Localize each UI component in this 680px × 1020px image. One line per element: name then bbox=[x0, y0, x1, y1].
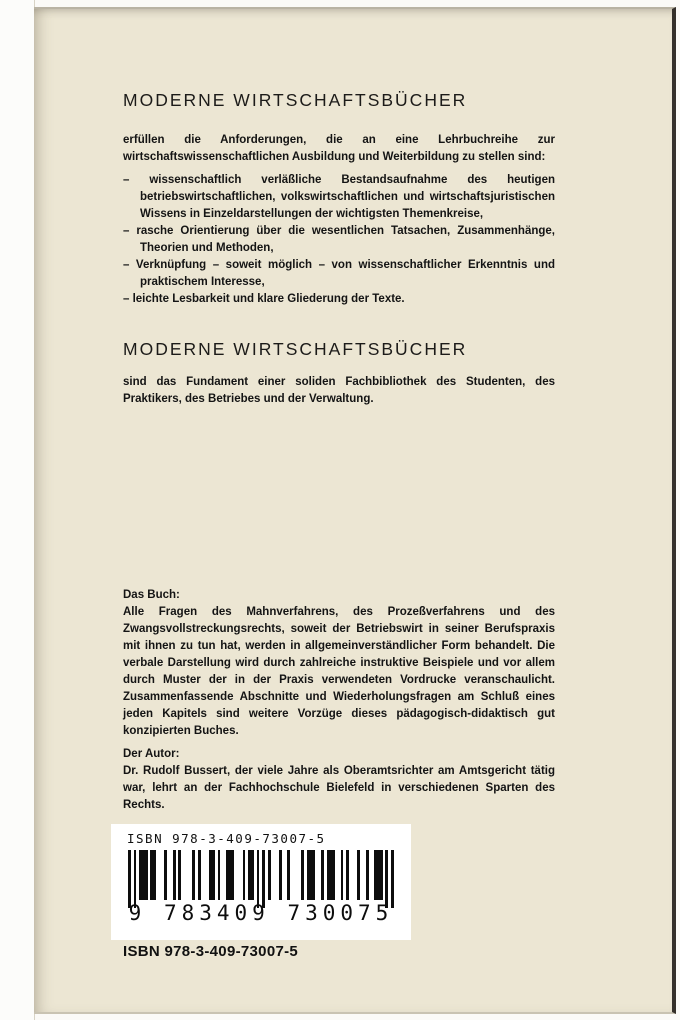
series-feature-list bbox=[123, 172, 555, 308]
author-description: Dr. Rudolf Bussert, der viele Jahre als Oberamtsrichter am Amtsgericht tätig war, lehrt an der Fachhochschule Bielefeld in verschiedenen Sparten des Rechts. bbox=[123, 765, 555, 811]
author-section-label: Der Autor: bbox=[123, 748, 180, 760]
list-item: – wissenschaftlich verläßliche Bestandsaufnahme des heutigen betriebswirtschaftlichen, volkswirtschaftlichen und wirtschaftsjuristischen Wissens in Einzeldarstellungen der wichtigsten Themenkreise, bbox=[123, 174, 555, 220]
series-title: MODERNE WIRTSCHAFTSBÜCHER bbox=[123, 90, 468, 110]
book-section-label: Das Buch: bbox=[123, 589, 180, 601]
footer-isbn: ISBN 978-3-409-73007-5 bbox=[123, 943, 299, 960]
book-description: Alle Fragen des Mahnverfahrens, des Prozeßverfahrens und des Zwangsvollstreckungsrechts, soweit der Betriebswirt in seiner Berufspraxis mit ihnen zu tun hat, werden in allgemeinverständlicher Form behandelt. Die verbale Darstellung wird durch zahlreiche instruktive Beispiele und vor allem durch Muster der in der Praxis verwendeten Vordrucke veranschaulicht. Zusammenfassende Abschnitte und Wiederholungsfragen am Schluß eines jeden Kapitels sind weitere Vorzüge dieses pädagogisch-didaktisch gut konzipierten Buches. bbox=[123, 606, 555, 737]
list-item: – rasche Orientierung über die wesentlichen Tatsachen, Zusammenhänge, Theorien und Methoden, bbox=[123, 225, 555, 254]
series-intro-text: erfüllen die Anforderungen, die an eine Lehrbuchreihe zur wirtschaftswissenschaftlichen Ausbildung und Weiterbildung zu stellen sind: bbox=[123, 134, 555, 163]
series-title-repeat: MODERNE WIRTSCHAFTSBÜCHER bbox=[123, 339, 468, 359]
cover-page bbox=[34, 7, 676, 1014]
isbn-barcode-panel bbox=[111, 824, 411, 940]
series-statement: sind das Fundament einer soliden Fachbibliothek des Studenten, des Praktikers, des Betriebes und der Verwaltung. bbox=[123, 376, 555, 405]
barcode-digits: 9 783409 730075 bbox=[128, 901, 394, 925]
list-item: – Verknüpfung – soweit möglich – von wissenschaftlicher Erkenntnis und praktischem Interesse, bbox=[123, 259, 555, 288]
page-edge bbox=[0, 0, 35, 1020]
list-item: – leichte Lesbarkeit und klare Gliederung der Texte. bbox=[123, 293, 405, 305]
barcode-isbn-label: ISBN 978-3-409-73007-5 bbox=[127, 831, 326, 846]
barcode-bars bbox=[128, 850, 394, 908]
